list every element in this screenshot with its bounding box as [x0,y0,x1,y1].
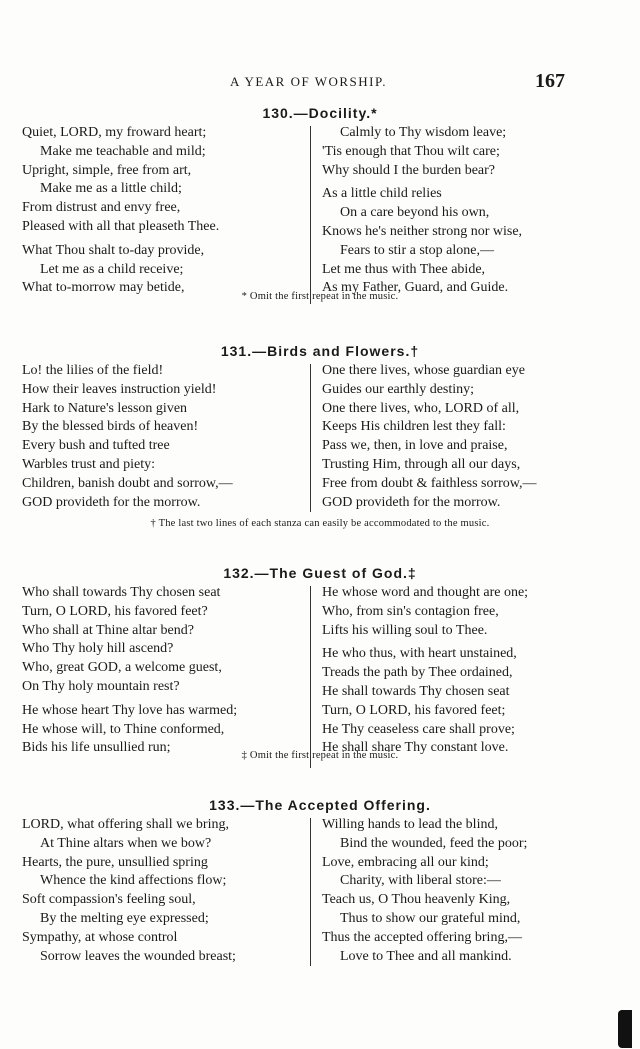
column-rule [310,586,311,768]
hymn-132 [0,562,640,780]
verse-line: On Thy holy mountain rest? [22,678,180,694]
verse-line: Pleased with all that pleaseth Thee. [22,218,220,234]
page-edge-mark [618,1010,632,1048]
verse-line: Calmly to Thy wisdom leave; [340,125,507,140]
verse-line: At Thine altars when we bow? [40,835,212,851]
verse-line: He whose heart Thy love has warmed; [22,702,238,718]
hymn-title: 130.—Docility.* [262,105,378,121]
verse-line: Make me teachable and mild; [40,143,206,159]
verse-line: Lo! the lilies of the field! [22,363,164,378]
verse-line: Love to Thee and all mankind. [340,948,512,964]
right-column [322,362,537,512]
right-column [322,124,522,298]
column-rule [310,364,311,512]
verse-line: Who, great GOD, a welcome guest, [22,660,222,676]
verse-line: Trusting Him, through all our days, [322,456,521,472]
verse-line: He who thus, with heart unstained, [322,646,517,662]
verse-line: Who shall at Thine altar bend? [22,622,194,638]
verse-line: Lifts his willing soul to Thee. [322,622,488,638]
verse-line: Hark to Nature's lesson given [22,400,188,416]
verse-line: Why should I the burden bear? [322,162,495,178]
footnote: ‡ Omit the first repeat in the music. [241,750,399,761]
left-column [22,124,219,298]
left-column [22,584,237,758]
verse-line: Thus the accepted offering bring,— [322,929,522,945]
hymn-title: 133.—The Accepted Offering. [209,797,431,813]
footnote: * Omit the first repeat in the music. [241,291,399,302]
verse-line: On a care beyond his own, [340,205,490,221]
verse-line: Make me as a little child; [40,181,182,197]
verse-line: Love, embracing all our kind; [322,854,489,870]
verse-line: He whose will, to Thine conformed, [22,721,225,737]
verse-line: Every bush and tufted tree [22,438,170,454]
verse-line: By the melting eye expressed; [40,910,209,926]
verse-line: GOD provideth for the morrow. [22,494,201,510]
footnote: † The last two lines of each stanza can easily be accommodated to the music. [150,518,490,529]
verse-line: By the blessed birds of heaven! [22,419,199,435]
verse-line: Warbles trust and piety: [22,456,156,472]
hymn-title: 132.—The Guest of God.‡ [223,565,417,581]
verse-line: Turn, O LORD, his favored feet? [22,603,208,619]
verse-line: Bids his life unsullied run; [22,740,171,756]
hymn-title: 131.—Birds and Flowers.† [220,343,420,359]
hymn-columns [0,816,640,976]
verse-line: Free from doubt & faithless sorrow,— [322,475,537,491]
hymn-133 [0,794,640,976]
verse-line: Thus to show our grateful mind, [340,910,521,926]
verse-line: Bind the wounded, feed the poor; [340,835,528,851]
verse-line: Who Thy holy hill ascend? [22,641,174,657]
verse-line: 'Tis enough that Thou wilt care; [322,143,500,159]
right-column [322,816,527,966]
verse-line: Pass we, then, in love and praise, [322,438,508,454]
verse-line: Upright, simple, free from art, [22,162,192,178]
column-rule [310,126,311,304]
verse-line: One there lives, whose guardian eye [322,363,525,378]
verse-line: Let me thus with Thee abide, [322,261,486,277]
verse-line: Let me as a child receive; [40,261,184,277]
verse-line: Children, banish doubt and sorrow,— [22,475,233,491]
verse-line: Treads the path by Thee ordained, [322,665,513,681]
verse-line: Sympathy, at whose control [22,929,178,945]
verse-line: Fears to stir a stop alone,— [340,242,494,258]
verse-line: Sorrow leaves the wounded breast; [40,948,236,964]
verse-line: Who shall towards Thy chosen seat [22,585,221,600]
verse-line: Teach us, O Thou heavenly King, [322,892,511,908]
page-number: 167 [535,70,565,92]
verse-line: As a little child relies [322,186,442,202]
hymn-columns [0,362,640,517]
verse-line: As my Father, Guard, and Guide. [322,280,509,296]
verse-line: Quiet, LORD, my froward heart; [22,125,207,140]
verse-line: Whence the kind affections flow; [40,873,227,889]
verse-line: Turn, O LORD, his favored feet; [322,702,506,718]
verse-line: GOD provideth for the morrow. [322,494,501,510]
verse-line: One there lives, who, LORD of all, [322,400,520,416]
verse-line: Who, from sin's contagion free, [322,603,499,619]
hymn-130 [0,102,640,320]
verse-line: Keeps His children lest they fall: [322,419,506,435]
left-column [22,816,236,966]
verse-line: He shall share Thy constant love. [322,740,509,756]
verse-line: Willing hands to lead the blind, [322,817,498,832]
verse-line: LORD, what offering shall we bring, [22,817,229,832]
left-column [22,362,233,512]
running-title: A YEAR OF WORSHIP. [230,74,388,89]
verse-line: He whose word and thought are one; [322,585,529,600]
verse-line: What to-morrow may betide, [22,280,185,296]
verse-line: Soft compassion's feeling soul, [22,892,196,908]
verse-line: From distrust and envy free, [22,200,181,216]
verse-line: He shall towards Thy chosen seat [322,683,510,699]
hymn-131 [0,340,640,517]
verse-line: What Thou shalt to-day provide, [22,242,205,258]
verse-line: He Thy ceaseless care shall prove; [322,721,515,737]
verse-line: How their leaves instruction yield! [22,381,217,397]
verse-line: Hearts, the pure, unsullied spring [22,854,208,870]
verse-line: Knows he's neither strong nor wise, [322,223,523,239]
verse-line: Guides our earthly destiny; [322,381,475,397]
running-header [0,72,640,94]
verse-line: Charity, with liberal store:— [340,873,501,889]
column-rule [310,818,311,966]
right-column [322,584,528,758]
